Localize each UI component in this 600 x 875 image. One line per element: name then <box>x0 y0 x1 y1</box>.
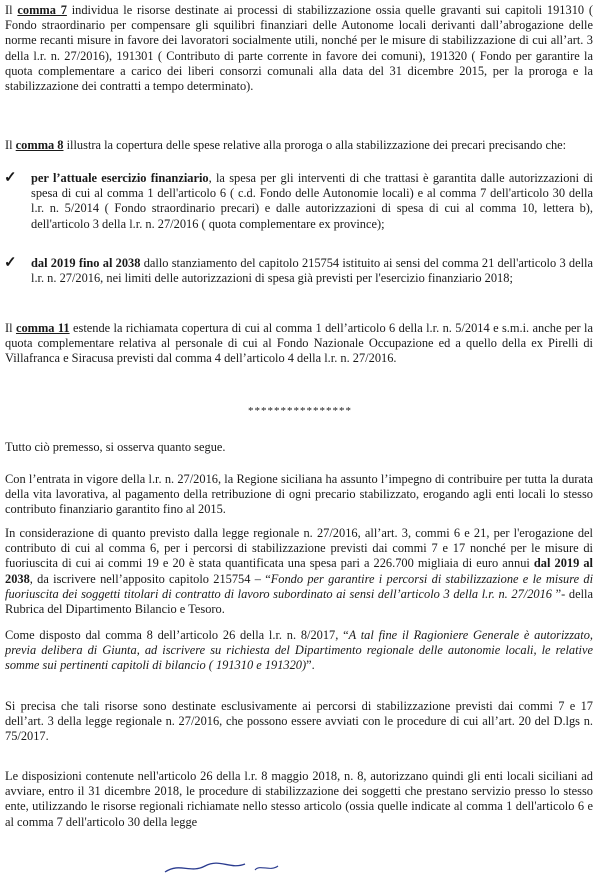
paragraph-text: ”- della Rubrica del Dipartimento Bilancio e Tesoro. <box>5 586 593 617</box>
paragraph-text: individua le risorse destinate ai processi di stabilizzazione ossia quelle gravanti sui capitoli 191310 ( Fondo straordinario per compensare gli squilibri finanziari delle Autonome locali derivanti dall’abrogazione delle norme recanti misure in favore dei lavoratori socialmente utili, nonché per le misure di stabilizzazione di cui all’art. 3 della l.r. n. 27/2016), 191301 ( Contributo di parte corrente in favore dei comuni), 191320 ( Fondo per garantire la quota complementare a carico dei liberi consorzi comunali alla data del 31 dicembre 2015, per la proroga e la stabilizzazione dei contratti a tempo determinato). <box>5 3 594 94</box>
bullet-2019-2038 <box>31 256 593 286</box>
paragraph-lead: Il <box>5 3 18 17</box>
paragraph-premise: Tutto ciò premesso, si osserva quanto segue. <box>5 440 226 454</box>
bullet-heading: per l’attuale esercizio finanziario <box>31 171 209 185</box>
bullet-heading: dal 2019 fino al 2038 <box>31 256 141 270</box>
paragraph-lead: Il <box>5 321 16 335</box>
bullet-current-year <box>31 171 593 232</box>
signature-mark <box>160 860 300 875</box>
paragraph-text: , da iscrivere nell’apposito capitolo 215754 – “ <box>29 571 271 586</box>
paragraph-provisions-art-26: Le disposizioni contenute nell'articolo 26 della l.r. 8 maggio 2018, n. 8, autorizzano quindi gli enti locali siciliani ad avviare, entro il 31 dicembre 2018, le procedure di stabilizzazione dei soggetti che prestano servizio presso lo stesso ente, utilizzando le risorse regionali richiamate nello stesso articolo (ossia quelle indicate al comma 1 dell'articolo 6 e al comma 7 dell'articolo 30 della legge <box>5 769 593 829</box>
bullet-text: , la spesa per gli interventi di che trattasi è garantita dalle autorizzazioni di spesa di cui al comma 1 dell'articolo 6 ( c.d. Fondo delle Autonomie locali) e al comma 7 dell'articolo 30 della l.r. n. 5/2014 ( Fondo straordinario precari) e dalle autorizzazioni di spesa di cui al comma 10, lettera b), dell'articolo 3 della l.r. n. 27/2016 ( quota complementare ex province); <box>31 171 593 231</box>
quoted-law-italic: A tal fine il Ragioniere Generale è autorizzato, previa delibera di Giunta, ad iscrivere su richiesta del Dipartimento regionale delle autonomie locali, le relative somme sui pertinenti capitoli di bilancio ( 191310 e 191320) <box>5 628 593 673</box>
paragraph-text: In considerazione di quanto previsto dalla legge regionale n. 27/2016, all’art. 3, commi 6 e 21, per l'erogazione del contributo di cui al comma 6, per i percorsi di stabilizzazione previsti dai commi 7 e 17 nonché per le misure di fuoriuscita di cui ai commi 19 e 20 è stata quantificata una spesa pari a 226.700 migliaia di euro annui <box>5 526 593 571</box>
paragraph-comma-8 <box>5 138 593 153</box>
paragraph-comma-8-art-26 <box>5 628 593 674</box>
paragraph-text: Come disposto dal comma 8 dell’articolo 26 della l.r. n. 8/2017, “ <box>5 628 349 642</box>
paragraph-lead: Il <box>5 138 16 152</box>
paragraph-resources-destination: Si precisa che tali risorse sono destinate esclusivamente ai percorsi di stabilizzazione previsti dai commi 7 e 17 dell’art. 3 della legge regionale n. 27/2016, che possono essere avviati con le procedure di cui all’art. 20 del D.lgs n. 75/2017. <box>5 699 593 744</box>
comma-reference: comma 8 <box>15 138 64 152</box>
checkmark-icon: ✓ <box>4 255 17 271</box>
bullet-text: dallo stanziamento del capitolo 215754 istituito ai sensi del comma 21 dell'articolo 3 della l.r. n. 27/2016, nei limiti delle autorizzazioni di spesa già previsti per l'esercizio finanziario 2018; <box>31 256 593 286</box>
comma-reference: comma 7 <box>17 3 67 17</box>
paragraph-comma-11 <box>5 321 593 367</box>
paragraph-text: illustra la copertura delle spese relative alla proroga o alla stabilizzazione dei precari precisando che: <box>63 138 567 152</box>
bold-period: dal 2019 al 2038 <box>5 556 593 586</box>
checkmark-icon: ✓ <box>4 170 17 186</box>
paragraph-entry-into-force: Con l’entrata in vigore della l.r. n. 27/2016, la Regione siciliana ha assunto l’impegno di contribuire per tutta la durata della vita lavorativa, al pagamento della retribuzione di ogni precario stabilizzato, erogando agli enti locali lo stesso contributo finanziario garantito fino al 2015. <box>5 472 593 517</box>
paragraph-text: ”. <box>306 658 315 673</box>
paragraph-text: estende la richiamata copertura di cui al comma 1 dell’articolo 6 della l.r. n. 5/2014 e s.m.i. anche per la quota complementare relativa al personale di cui al Fondo Nazionale Occupazione ed a quello della ex Pirelli di Villafranca e Siracusa previsti dal comma 4 dell’articolo 4 della l.r. n. 27/2016. <box>5 321 593 366</box>
comma-reference: comma 11 <box>15 321 70 335</box>
paragraph-considerations <box>5 526 593 617</box>
section-separator: **************** <box>248 405 352 417</box>
fund-name-italic: Fondo per garantire i percorsi di stabilizzazione e le misure di fuoriuscita dei soggetti titolari di contratto di lavoro subordinato ai sensi dell’articolo 3 della l.r. n. 27/2016 <box>5 571 594 601</box>
paragraph-comma-7 <box>5 3 593 94</box>
